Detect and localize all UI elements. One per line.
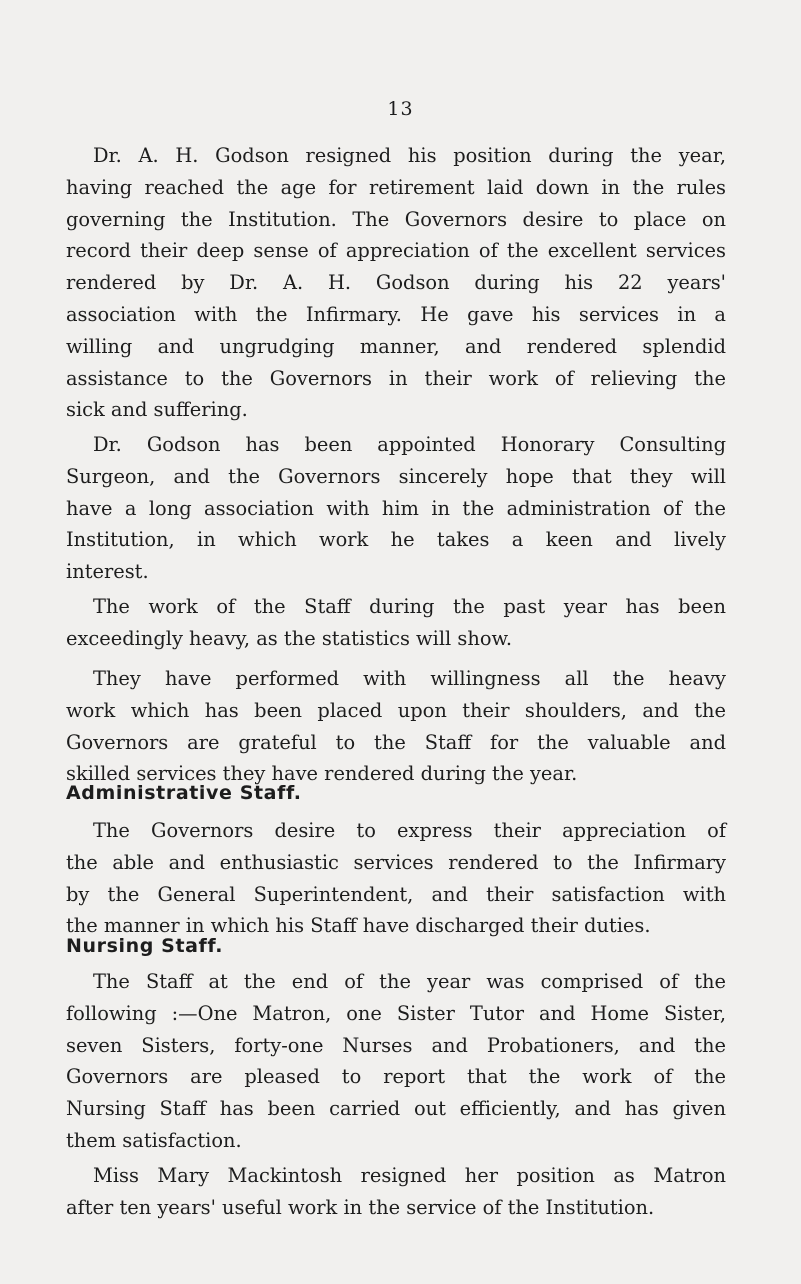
text-line: They have performed with willingness all the heavy	[93, 667, 726, 690]
text-line: Dr. A. H. Godson resigned his position during the year,	[93, 144, 726, 167]
paragraph-administrative-staff	[66, 815, 726, 942]
text-line: rendered by Dr. A. H. Godson during his 22 years'	[66, 271, 726, 295]
text-line: after ten years' useful work in the service of the Institution.	[66, 1195, 655, 1219]
text-line: them satisfaction.	[66, 1128, 242, 1152]
section-heading-nursing-staff: Nursing Staff.	[66, 935, 224, 957]
text-line: seven Sisters, forty-one Nurses and Probationers, and the	[66, 1033, 726, 1057]
text-line: Surgeon, and the Governors sincerely hope that they will	[66, 464, 726, 488]
text-line: the able and enthusiastic services rendered to the Infirmary	[66, 850, 726, 874]
text-line: association with the Infirmary. He gave his services in a	[66, 302, 726, 326]
paragraph-matron-resignation	[66, 1160, 726, 1224]
paragraph-staff-work	[66, 591, 726, 655]
text-line: The work of the Staff during the past year has been	[93, 595, 726, 618]
text-line: having reached the age for retirement laid down in the rules	[66, 175, 726, 199]
text-line: by the General Superintendent, and their satisfaction with	[66, 882, 726, 906]
text-line: skilled services they have rendered during the year.	[66, 762, 578, 786]
paragraph-godson-appointment	[66, 429, 726, 588]
text-line: record their deep sense of appreciation of the excellent services	[66, 239, 726, 263]
text-line: sick and suffering.	[66, 398, 248, 422]
text-line: assistance to the Governors in their work of relieving the	[66, 366, 726, 390]
paragraph-godson-resignation	[66, 140, 726, 426]
text-line: Governors are grateful to the Staff for the valuable and	[66, 730, 726, 754]
section-heading-administrative-staff: Administrative Staff.	[66, 782, 302, 804]
text-line: work which has been placed upon their shoulders, and the	[66, 698, 726, 722]
text-line: exceedingly heavy, as the statistics will show.	[66, 626, 512, 650]
text-line: Miss Mary Mackintosh resigned her position as Matron	[93, 1164, 726, 1187]
text-line: interest.	[66, 560, 149, 584]
text-line: The Governors desire to express their appreciation of	[93, 819, 726, 842]
text-line: have a long association with him in the administration of the	[66, 496, 726, 520]
text-line: following :—One Matron, one Sister Tutor and Home Sister,	[66, 1001, 726, 1025]
text-line: Dr. Godson has been appointed Honorary Consulting	[93, 433, 726, 456]
text-line: Institution, in which work he takes a keen and lively	[66, 528, 726, 552]
page-number: 13	[387, 98, 414, 120]
text-line: Nursing Staff has been carried out efficiently, and has given	[66, 1097, 726, 1121]
paragraph-staff-gratitude	[66, 663, 726, 790]
text-line: Governors are pleased to report that the work of the	[66, 1065, 726, 1089]
text-line: governing the Institution. The Governors desire to place on	[66, 207, 726, 231]
text-line: willing and ungrudging manner, and rendered splendid	[66, 334, 726, 358]
text-line: The Staff at the end of the year was comprised of the	[93, 970, 726, 993]
text-line: the manner in which his Staff have discharged their duties.	[66, 914, 651, 938]
paragraph-nursing-staff	[66, 966, 726, 1157]
